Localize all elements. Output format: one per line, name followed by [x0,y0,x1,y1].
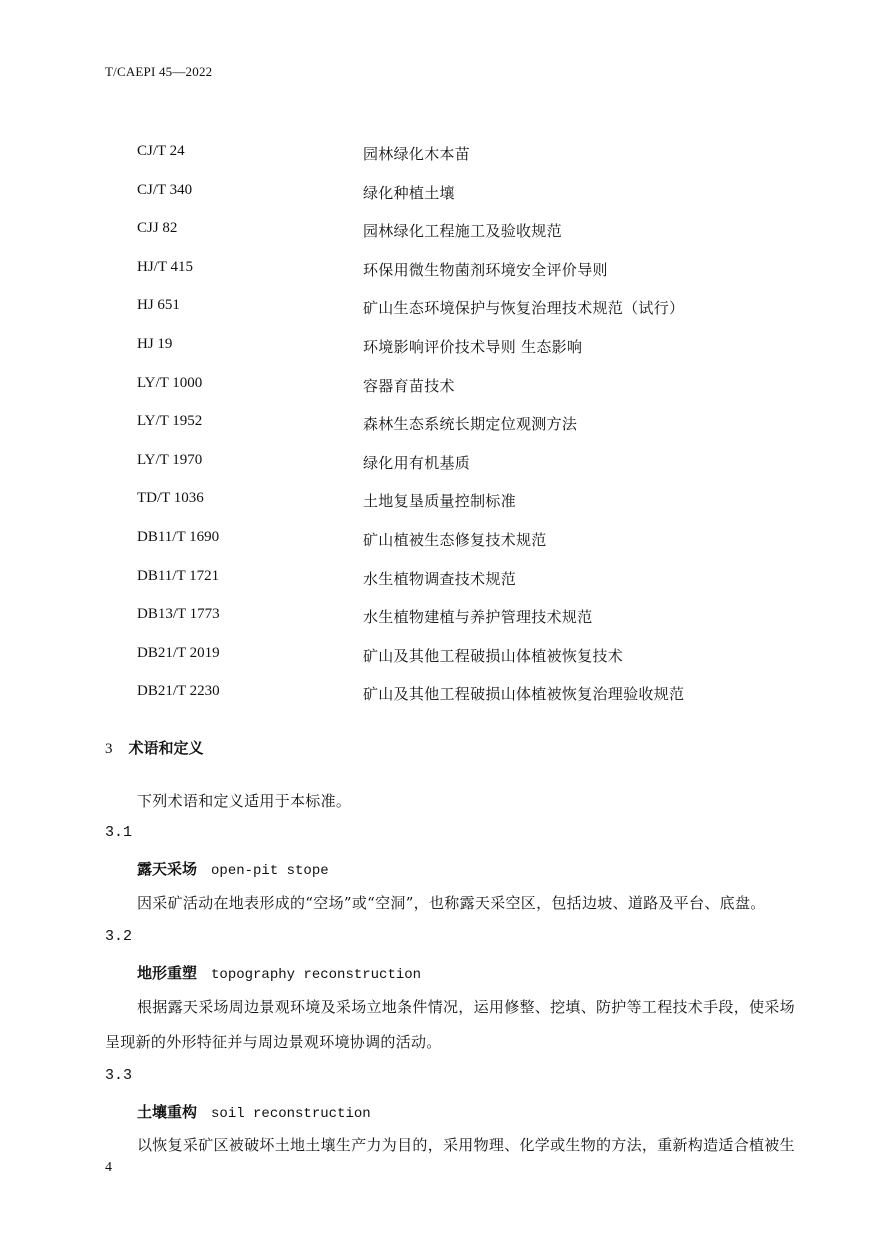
reference-title: 矿山植被生态修复技术规范 [363,530,547,549]
reference-code: LY/T 1970 [137,451,203,468]
term-chinese: 地形重塑 [137,964,198,982]
normative-references-list [137,143,837,722]
reference-code: CJ/T 24 [137,143,185,159]
clause-number: 3.3 [105,1067,133,1084]
reference-row [137,452,837,491]
reference-title: 绿化用有机基质 [363,453,471,472]
reference-code: DB21/T 2019 [137,644,220,661]
section-intro: 下列术语和定义适用于本标准。 [137,792,352,810]
reference-code: HJ 19 [137,335,173,352]
reference-row [137,182,837,221]
reference-row [137,645,837,684]
term-english: soil reconstruction [211,1106,371,1122]
document-id-header: T/CAEPI 45—2022 [105,64,213,79]
reference-title: 园林绿化工程施工及验收规范 [363,222,562,241]
reference-row [137,606,837,645]
reference-code: LY/T 1952 [137,413,203,430]
reference-row [137,336,837,375]
term-definition-continued: 呈现新的外形特征并与周边景观环境协调的活动。 [105,1033,442,1051]
reference-row [137,413,837,452]
reference-row [137,683,837,722]
section-heading [105,737,204,758]
reference-code: CJ/T 340 [137,181,193,198]
clause-number: 3.2 [105,928,133,945]
term-english: open-pit stope [211,863,329,879]
reference-title: 土地复垦质量控制标准 [363,492,517,511]
reference-title: 矿山生态环境保护与恢复治理技术规范（试行） [363,299,685,318]
reference-title: 矿山及其他工程破损山体植被恢复技术 [363,646,624,665]
term-definition: 以恢复采矿区被破坏土地土壤生产力为目的，采用物理、化学或生物的方法，重新构造适合植被生 [137,1136,795,1154]
reference-title: 容器育苗技术 [363,376,455,395]
reference-row [137,375,837,414]
term-heading [137,1101,371,1122]
term-heading [137,858,329,879]
reference-row [137,568,837,607]
reference-code: DB11/T 1690 [137,528,220,545]
reference-row [137,529,837,568]
section-title: 术语和定义 [128,739,204,757]
reference-title: 水生植物建植与养护管理技术规范 [363,608,593,627]
reference-row [137,220,837,259]
clause-number: 3.1 [105,824,133,841]
reference-title: 森林生态系统长期定位观测方法 [363,415,578,434]
reference-title: 环保用微生物菌剂环境安全评价导则 [363,260,608,279]
term-definition: 根据露天采场周边景观环境及采场立地条件情况，运用修整、挖填、防护等工程技术手段，使采场 [137,998,795,1016]
section-number: 3 [105,741,113,757]
term-english: topography reconstruction [211,967,422,983]
reference-title: 环境影响评价技术导则 生态影响 [363,337,583,356]
reference-code: LY/T 1000 [137,374,203,391]
reference-row [137,143,837,182]
reference-row [137,259,837,298]
term-chinese: 露天采场 [137,860,198,878]
reference-code: DB13/T 1773 [137,606,220,623]
reference-code: TD/T 1036 [137,490,204,507]
reference-row [137,490,837,529]
page-number: 4 [105,1160,112,1175]
reference-code: DB11/T 1721 [137,567,220,584]
reference-title: 园林绿化木本苗 [363,145,471,163]
reference-code: CJJ 82 [137,220,178,237]
term-chinese: 土壤重构 [137,1103,198,1121]
reference-code: HJ/T 415 [137,258,193,275]
reference-row [137,297,837,336]
term-heading [137,962,421,983]
reference-title: 绿化种植土壤 [363,183,455,202]
reference-code: HJ 651 [137,297,180,314]
reference-title: 矿山及其他工程破损山体植被恢复治理验收规范 [363,685,685,704]
reference-code: DB21/T 2230 [137,683,220,700]
term-definition: 因采矿活动在地表形成的“空场”或“空洞”，也称露天采空区，包括边坡、道路及平台、底盘。 [137,894,766,912]
reference-title: 水生植物调查技术规范 [363,569,517,588]
